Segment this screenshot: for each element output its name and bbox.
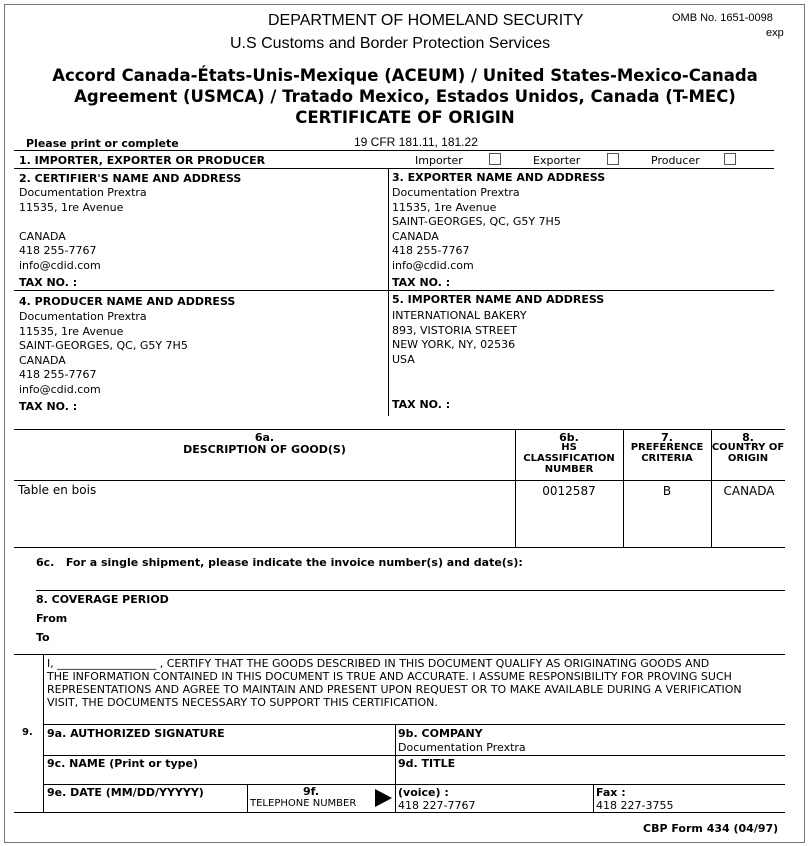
arrow-right-icon [373,788,393,808]
col-origin-header-1: COUNTRY OF [711,442,785,453]
col-6a-num: 6a. [254,431,275,444]
goods-origin: CANADA [723,484,775,498]
fax-label: Fax : [596,786,626,799]
company-value: Documentation Prextra [398,741,526,754]
form-title-line2: Agreement (USMCA) / Tratado Mexico, Estados Unidos, Canada (T-MEC) [74,87,736,106]
telephone-num: 9f. [303,785,320,798]
section1-label: 1. IMPORTER, EXPORTER OR PRODUCER [19,154,266,167]
signature-label: 9a. AUTHORIZED SIGNATURE [47,727,225,740]
rule [14,812,785,813]
title-label: 9d. TITLE [398,757,456,770]
address-line: 418 255-7767 [19,244,97,258]
divider [388,290,389,416]
exporter-label: Exporter [533,154,581,167]
coverage-from-label: From [36,612,68,625]
address-line: SAINT-GEORGES, QC, G5Y 7H5 [19,339,188,353]
address-line: 11535, 1re Avenue [19,200,124,214]
address-line: SAINT-GEORGES, QC, G5Y 7H5 [392,215,561,229]
importer-label: Importer [415,154,463,167]
dept-title: DEPARTMENT OF HOMELAND SECURITY [268,12,584,29]
col-8-num: 8. [742,431,754,444]
address-line: Documentation Prextra [19,310,147,323]
address-line: info@cdid.com [19,258,101,272]
section2-label: 2. CERTIFIER'S NAME AND ADDRESS [19,172,242,185]
col-7-num: 7. [661,431,673,444]
rule [14,547,785,548]
address-line: CANADA [19,353,66,367]
goods-criteria: B [662,484,672,498]
form-frame [4,4,805,843]
address-line: info@cdid.com [19,382,101,396]
rule [14,290,774,291]
col-description-header: DESCRIPTION OF GOOD(S) [183,443,346,456]
certification-line: I, __________________ , CERTIFY THAT THE GOODS DESCRIBED IN THIS DOCUMENT QUALIFY AS ORIGINATING GOODS AND [47,657,710,670]
coverage-label: 8. COVERAGE PERIOD [36,593,169,606]
form-number: CBP Form 434 (04/97) [643,822,779,835]
address-line: USA [392,352,415,366]
col-criteria-header-1: PREFERENCE [630,442,704,453]
telephone-label: TELEPHONE NUMBER [250,798,357,809]
address-line: CANADA [19,229,66,243]
voice-label: (voice) : [398,786,449,799]
certification-line: VISIT, THE DOCUMENTS NECESSARY TO SUPPORT THIS CERTIFICATION. [47,696,438,709]
section4-label: 4. PRODUCER NAME AND ADDRESS [19,295,236,308]
col-criteria-header-2: CRITERIA [641,453,693,464]
col-hs-header-1: HS [561,442,577,453]
address-line: 11535, 1re Avenue [19,324,124,338]
cfr-reference: 19 CFR 181.11, 181.22 [354,135,478,149]
address-line: INTERNATIONAL BAKERY [392,309,527,322]
exporter-checkbox[interactable] [607,153,619,165]
divider [593,784,594,812]
certification-line: REPRESENTATIONS AND AGREE TO MAINTAIN AND PRESENT UPON REQUEST OR TO MAKE AVAILABLE DURING A VERIFICATION [47,683,742,696]
coverage-to-label: To [36,631,50,644]
col-6b-num: 6b. [559,431,579,444]
print-note: Please print or complete [26,137,179,150]
certifier-address [19,186,147,274]
rule [43,755,785,756]
divider [247,784,248,812]
address-line: 893, VISTORIA STREET [392,323,517,337]
date-label: 9e. DATE (MM/DD/YYYYY) [47,786,204,799]
certification-text [47,657,742,709]
address-line: 418 255-7767 [19,368,97,382]
col-hs-header-3: NUMBER [544,464,594,475]
divider [388,168,389,290]
rule [36,590,785,591]
address-line: 418 255-7767 [392,244,470,258]
rule [14,480,785,481]
rule [14,168,774,169]
address-line: NEW YORK, NY, 02536 [392,338,516,352]
goods-description: Table en bois [18,483,97,497]
col-origin-header-2: ORIGIN [727,453,769,464]
omb-exp: exp [766,27,784,39]
rule [43,784,785,785]
signature-field[interactable] [44,742,394,755]
address-line: info@cdid.com [392,258,474,272]
fax-value: 418 227-3755 [596,799,674,812]
importer-tax-label: TAX NO. : [392,398,451,411]
producer-label: Producer [651,154,700,167]
rule [43,724,785,725]
address-line [19,215,147,230]
section6c-label: 6c. For a single shipment, please indicate the invoice number(s) and date(s): [36,556,523,569]
exporter-address [392,186,561,274]
divider [43,654,44,812]
producer-checkbox[interactable] [724,153,736,165]
address-line: Documentation Prextra [392,186,520,199]
company-label: 9b. COMPANY [398,727,483,740]
section5-label: 5. IMPORTER NAME AND ADDRESS [392,293,605,306]
address-line: Documentation Prextra [19,186,147,199]
rule [14,654,785,655]
producer-address [19,310,188,398]
importer-address [392,309,527,367]
importer-checkbox[interactable] [489,153,501,165]
rule [14,429,785,430]
producer-tax-label: TAX NO. : [19,400,78,413]
form-title-line3: CERTIFICATE OF ORIGIN [295,108,515,127]
address-line: 11535, 1re Avenue [392,200,497,214]
omb-number: OMB No. 1651-0098 [672,12,773,24]
name-label: 9c. NAME (Print or type) [47,757,198,770]
certifier-tax-label: TAX NO. : [19,276,78,289]
address-line: CANADA [392,229,439,243]
agency-title: U.S Customs and Border Protection Services [230,35,551,52]
form-title-line1: Accord Canada-États-Unis-Mexique (ACEUM) / United States-Mexico-Canada [52,66,758,85]
col-hs-header-2: CLASSIFICATION [523,453,615,464]
divider [395,724,396,812]
certification-line: THE INFORMATION CONTAINED IN THIS DOCUMENT IS TRUE AND ACCURATE. I ASSUME RESPONSIBILITY FOR PROVING SUCH [47,670,732,683]
section9-number: 9. [22,727,33,738]
exporter-tax-label: TAX NO. : [392,276,451,289]
rule [14,150,774,151]
voice-value: 418 227-7767 [398,799,476,812]
section3-label: 3. EXPORTER NAME AND ADDRESS [392,171,606,184]
goods-hs-number: 0012587 [542,484,596,498]
